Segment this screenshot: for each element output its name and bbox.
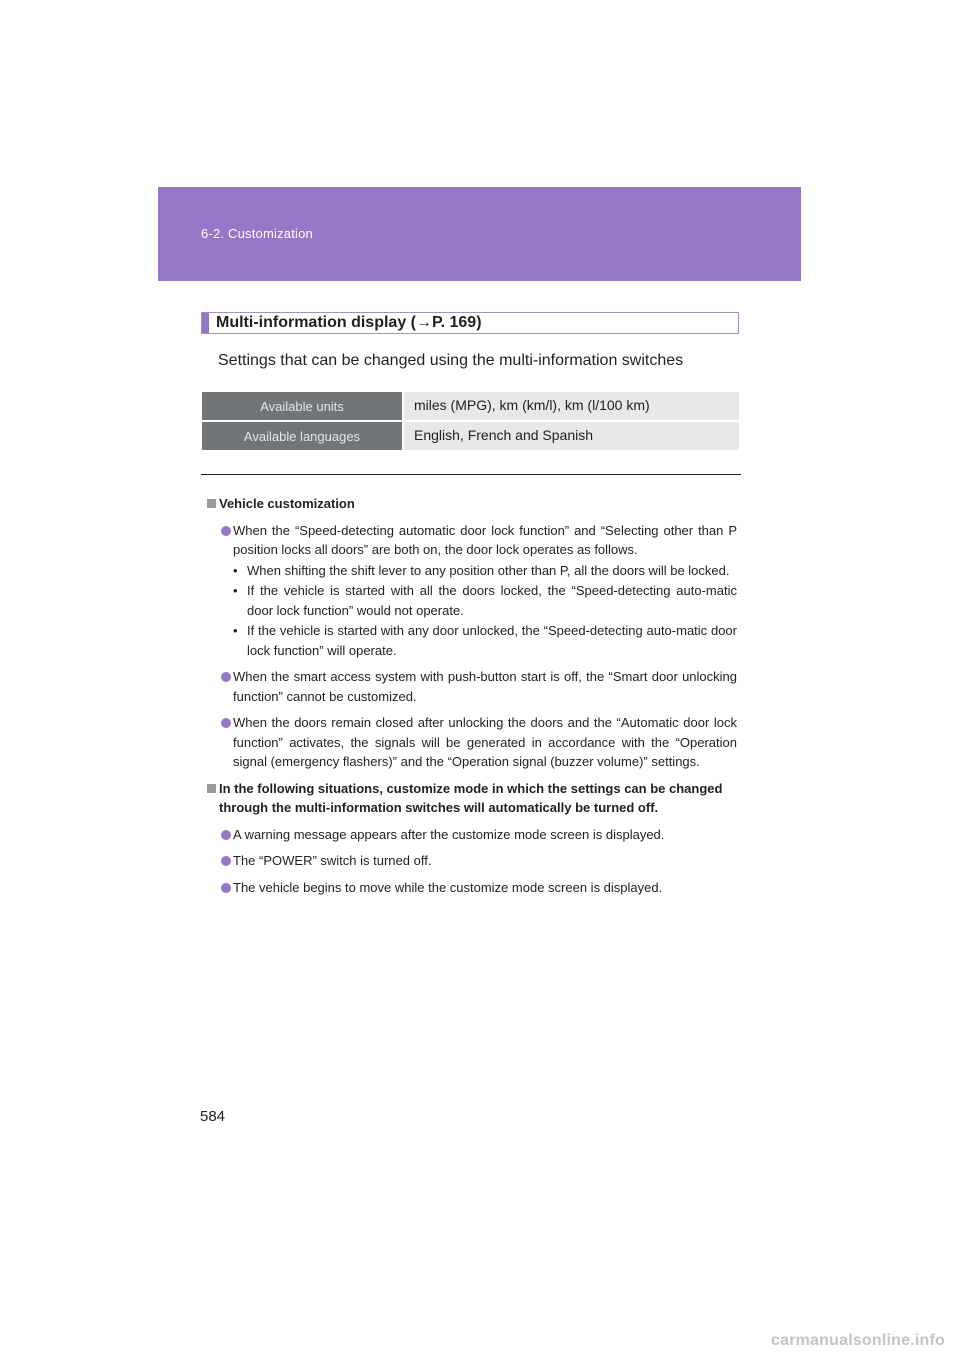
list-item-text: The vehicle begins to move while the customize mode screen is displayed.: [233, 879, 663, 895]
round-bullet-icon: [221, 718, 231, 728]
table-row-label: Available units: [202, 392, 402, 420]
list-item: [207, 851, 737, 871]
notes-section: [207, 494, 737, 904]
section-title-accent-bar: [202, 313, 209, 333]
table-row: [202, 422, 739, 450]
round-bullet-icon: [221, 830, 231, 840]
note-heading: [207, 494, 737, 514]
round-bullet-icon: [221, 883, 231, 893]
dot-marker-icon: •: [233, 562, 238, 578]
round-bullet-icon: [221, 672, 231, 682]
table-row-label: Available languages: [202, 422, 402, 450]
sub-list-item: [233, 561, 737, 581]
list-item: [207, 667, 737, 706]
section-breadcrumb: 6-2. Customization: [201, 226, 313, 241]
divider: [201, 474, 741, 475]
section-title: Multi-information display (→P. 169): [216, 314, 482, 331]
list-item: [207, 825, 737, 845]
dot-marker-icon: •: [233, 623, 238, 638]
spec-table: [202, 390, 739, 452]
table-row-value: English, French and Spanish: [402, 422, 739, 450]
list-item-text: When the smart access system with push-button start is off, the “Smart door unlocking function” cannot be customized.: [233, 669, 737, 704]
sub-list-item: [233, 621, 737, 660]
round-bullet-icon: [221, 526, 231, 536]
square-bullet-icon: [207, 784, 216, 793]
list-item-text: A warning message appears after the customize mode screen is displayed.: [233, 826, 665, 842]
sub-list-item-text: If the vehicle is started with any door unlocked, the “Speed-detecting auto-matic door lock function” will operate.: [247, 623, 737, 658]
list-item-text: The “POWER” switch is turned off.: [233, 853, 432, 868]
table-row: [202, 392, 739, 420]
sub-list-item-text: When shifting the shift lever to any position other than P, all the doors will be locked.: [247, 562, 730, 578]
dot-marker-icon: •: [233, 583, 238, 598]
list-item: [207, 521, 737, 661]
note-heading-text: In the following situations, customize mode in which the settings can be changed through the multi-information switches will automatically be turned off.: [219, 780, 723, 815]
page-number: 584: [200, 1108, 226, 1125]
sub-list: [233, 561, 737, 661]
table-row-value: miles (MPG), km (km/l), km (l/100 km): [402, 392, 739, 420]
sub-list-item: [233, 581, 737, 620]
note-heading-text: Vehicle customization: [219, 496, 355, 511]
list-item-text: When the doors remain closed after unlocking the doors and the “Automatic door lock function” activates, the signals will be generated in accordance with the “Operation signal (emergency flashers)” and the “Operation signal (buzzer volume)” settings.: [233, 715, 737, 769]
intro-text: Settings that can be changed using the multi-information switches: [218, 352, 684, 369]
sub-list-item-text: If the vehicle is started with all the doors locked, the “Speed-detecting auto-matic door lock function” would not operate.: [247, 583, 737, 618]
section-title-box: [201, 312, 739, 334]
watermark: carmanualsonline.info: [771, 1332, 946, 1349]
list-item-text: When the “Speed-detecting automatic door lock function” and “Selecting other than P position locks all doors” are both on, the door lock operates as follows.: [233, 522, 737, 557]
list-item: [207, 878, 737, 898]
round-bullet-icon: [221, 856, 231, 866]
note-heading: [207, 779, 737, 818]
square-bullet-icon: [207, 499, 216, 508]
list-item: [207, 713, 737, 772]
